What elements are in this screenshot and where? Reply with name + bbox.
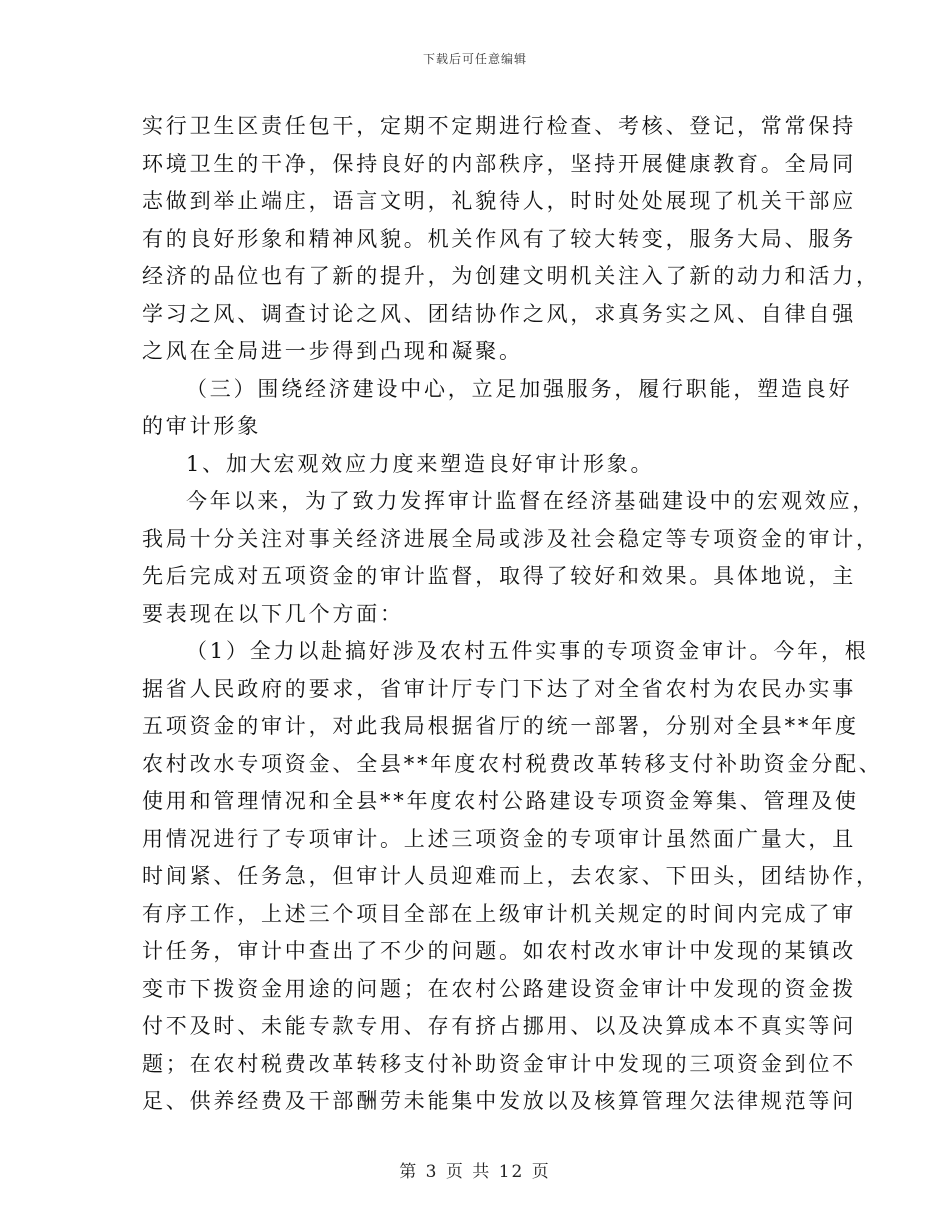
- text-line: 题；在农村税费改革转移支付补助资金审计中发现的三项资金到位不: [142, 1051, 856, 1076]
- text-line: 时间紧、任务急，但审计人员迎难而上，去农家、下田头，团结协作，: [142, 864, 880, 888]
- page-number: 第 3 页 共 12 页: [399, 1162, 551, 1182]
- text-line: 五项资金的审计，对此我局根据省厅的统一部署，分别对全县**年度: [142, 714, 859, 738]
- text-line: 变市下拨资金用途的问题；在农村公路建设资金审计中发现的资金拨: [142, 976, 856, 1001]
- text-line: 使用和管理情况和全县**年度农村公路建设专项资金筹集、管理及使: [142, 789, 859, 813]
- text-line: 有的良好形象和精神风貌。机关作风有了较大转变，服务大局、服务: [142, 226, 856, 251]
- text-line: 我局十分关注对事关经济进展全局或涉及社会稳定等专项资金的审计，: [142, 526, 880, 551]
- text-line: 要表现在以下几个方面：: [142, 601, 404, 626]
- text-line: 据省人民政府的要求，省审计厅专门下达了对全省农村为农民办实事: [142, 676, 856, 701]
- text-line: 先后完成对五项资金的审计监督，取得了较好和效果。具体地说，主: [142, 564, 856, 588]
- section-heading-line: （三）围绕经济建设中心，立足加强服务，履行职能，塑造良好: [186, 376, 853, 401]
- text-line: 实行卫生区责任包干，定期不定期进行检查、考核、登记，常常保持: [142, 114, 856, 138]
- text-line: 付不及时、未能专款专用、存有挤占挪用、以及决算成本不真实等问: [142, 1014, 856, 1038]
- text-line: 足、供养经费及干部酬劳未能集中发放以及核算管理欠法律规范等问: [142, 1089, 856, 1113]
- text-line: （1）全力以赴搞好涉及农村五件实事的专项资金审计。今年，根: [186, 639, 869, 663]
- text-line: 计任务，审计中查出了不少的问题。如农村改水审计中发现的某镇改: [142, 939, 856, 963]
- text-line: 环境卫生的干净，保持良好的内部秩序，坚持开展健康教育。全局同: [142, 151, 856, 176]
- text-line: 之风在全局进一步得到凸现和凝聚。: [142, 339, 523, 363]
- subheading-line: 1、加大宏观效应力度来塑造良好审计形象。: [186, 451, 655, 476]
- document-body: [142, 108, 883, 1121]
- text-line: 用情况进行了专项审计。上述三项资金的专项审计虽然面广量大，且: [142, 826, 856, 851]
- text-line: 农村改水专项资金、全县**年度农村税费改革转移支付补助资金分配、: [142, 751, 883, 776]
- text-line: 志做到举止端庄，语言文明，礼貌待人，时时处处展现了机关干部应: [142, 189, 856, 213]
- text-line: 经济的品位也有了新的提升，为创建文明机关注入了新的动力和活力，: [142, 264, 880, 288]
- text-line: 今年以来，为了致力发挥审计监督在经济基础建设中的宏观效应，: [186, 489, 877, 513]
- text-line: 学习之风、调查讨论之风、团结协作之风，求真务实之风、自律自强: [142, 301, 856, 326]
- header-note: 下载后可任意编辑: [422, 52, 527, 66]
- text-line: 有序工作，上述三个项目全部在上级审计机关规定的时间内完成了审: [142, 901, 856, 926]
- section-heading-line: 的审计形象: [142, 414, 261, 438]
